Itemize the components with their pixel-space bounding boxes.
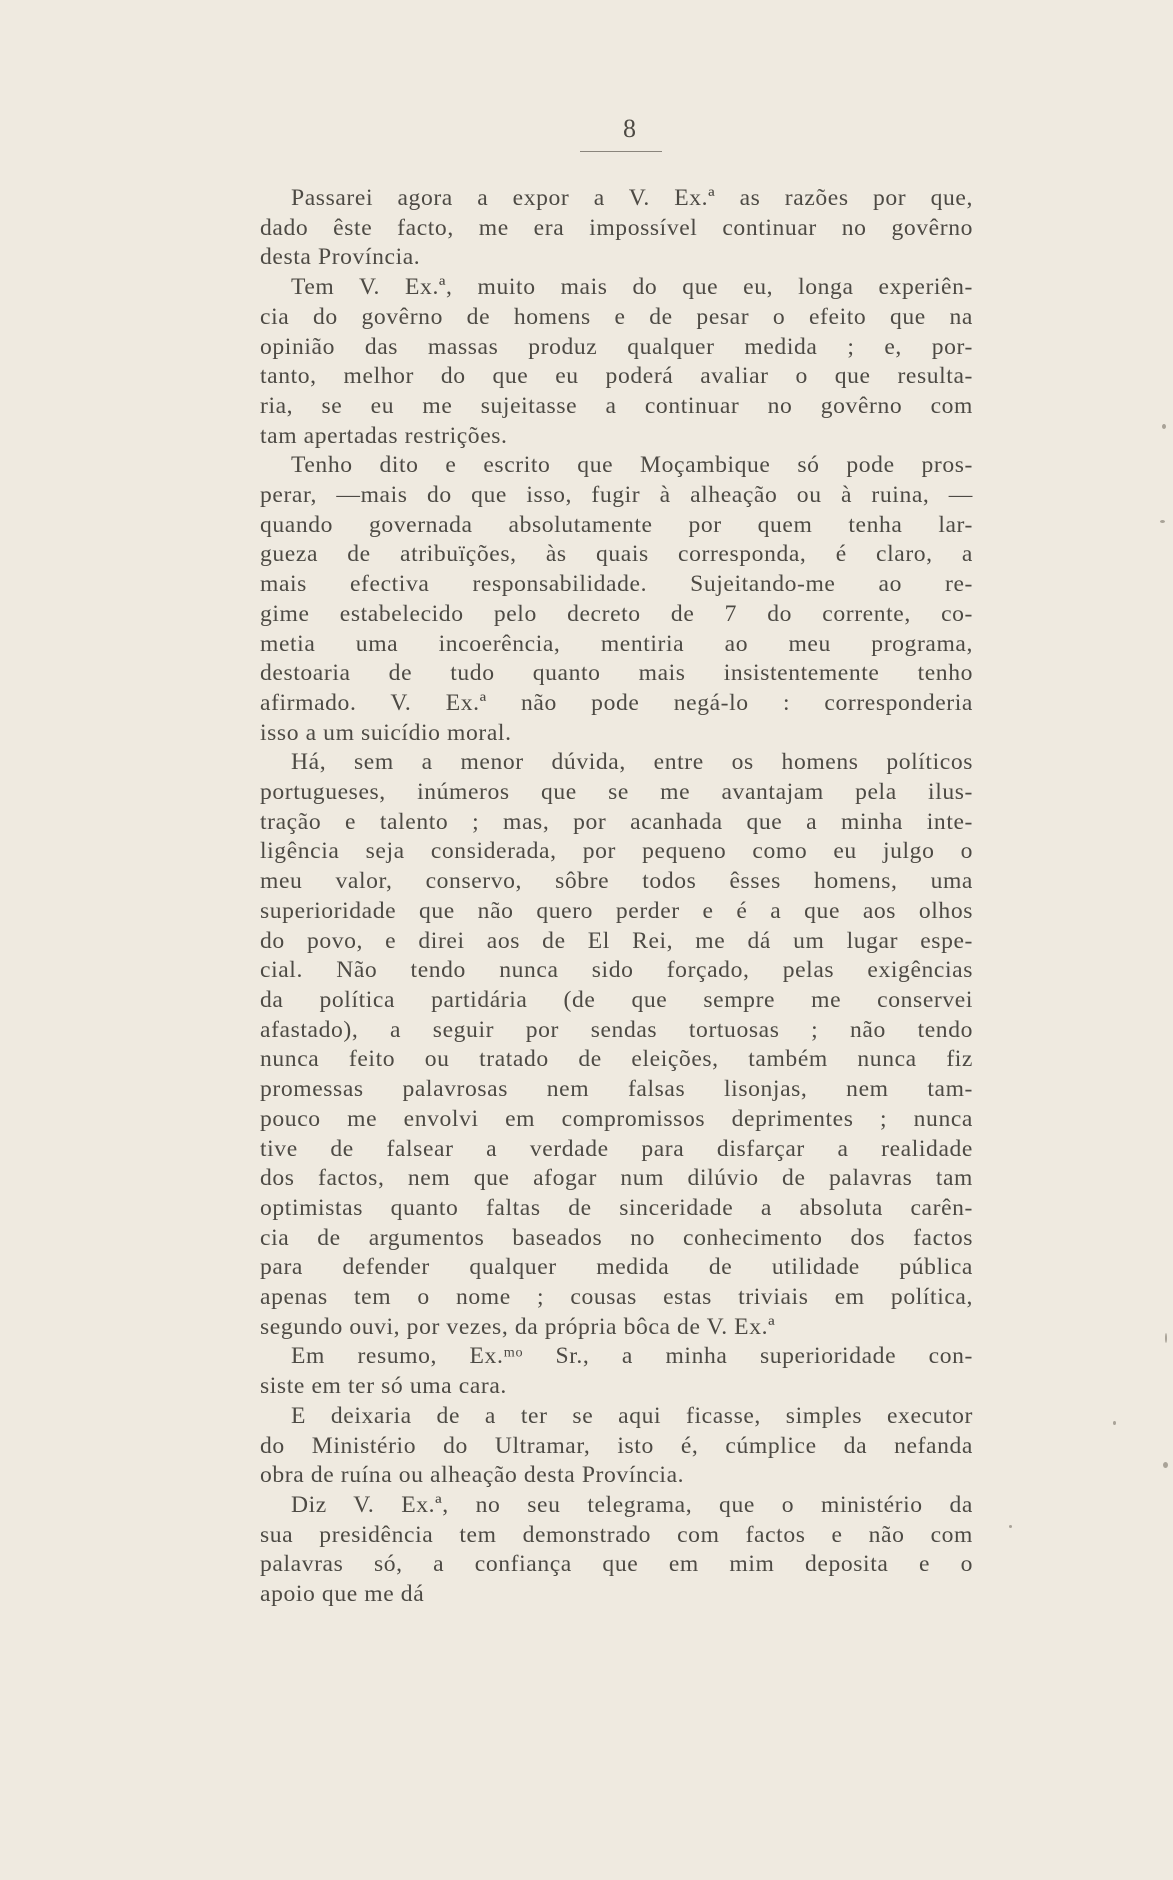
page-number: 8	[623, 114, 637, 143]
text-line: tive de falsear a verdade para disfarçar a realidade	[260, 1135, 973, 1162]
text-line: perar, —mais do que isso, fugir à alheação ou à ruina, —	[260, 482, 973, 509]
text-line: quando governada absolutamente por quem tenha lar-	[260, 511, 973, 538]
text-line: promessas palavrosas nem falsas lisonjas, nem tam-	[260, 1076, 973, 1103]
margin-speck	[1160, 520, 1165, 523]
text-line: siste em ter só uma cara.	[260, 1373, 507, 1400]
text-line: do Ministério do Ultramar, isto é, cúmplice da nefanda	[260, 1432, 973, 1459]
text-line: metia uma incoerência, mentiria ao meu programa,	[260, 630, 973, 657]
text-line: Passarei agora a expor a V. Ex.ª as razões por que,	[291, 185, 973, 211]
text-line: cia do govêrno de homens e de pesar o efeito que na	[260, 303, 973, 330]
text-line: da política partidária (de que sempre me conservei	[260, 986, 973, 1013]
text-line: dado êste facto, me era impossível continuar no govêrno	[260, 214, 973, 241]
text-line: nunca feito ou tratado de eleições, também nunca fiz	[260, 1046, 973, 1073]
text-line: desta Província.	[260, 244, 421, 271]
paragraph	[260, 1402, 973, 1491]
text-line: Em resumo, Ex.ᵐᵒ Sr., a minha superioridade con-	[291, 1343, 973, 1370]
text-line: Tem V. Ex.ª, muito mais do que eu, longa experiên-	[291, 274, 973, 301]
text-line: ria, se eu me sujeitasse a continuar no govêrno com	[260, 392, 973, 419]
text-line: Diz V. Ex.ª, no seu telegrama, que o ministério da	[291, 1491, 973, 1518]
text-line: obra de ruína ou alheação desta Província.	[260, 1462, 685, 1489]
margin-speck	[1162, 424, 1166, 429]
text-line: isso a um suicídio moral.	[260, 719, 512, 746]
margin-speck	[1009, 1525, 1012, 1528]
text-line: gueza de atribuïções, às quais corresponda, é claro, a	[260, 541, 973, 568]
text-line: palavras só, a confiança que em mim deposita e o	[260, 1551, 973, 1578]
text-line: sua presidência tem demonstrado com factos e não com	[260, 1521, 973, 1548]
text-line: tração e talento ; mas, por acanhada que a minha inte-	[260, 808, 973, 835]
paragraph	[260, 451, 973, 748]
text-line: optimistas quanto faltas de sinceridade a absoluta carên-	[260, 1194, 973, 1221]
header-rule	[580, 151, 662, 152]
margin-speck	[1113, 1421, 1116, 1425]
text-line: do povo, e direi aos de El Rei, me dá um lugar espe-	[260, 927, 973, 954]
text-line: afirmado. V. Ex.ª não pode negá-lo : corresponderia	[260, 689, 973, 716]
paragraph	[260, 1491, 973, 1610]
body-text	[260, 184, 973, 1610]
text-line: cial. Não tendo nunca sido forçado, pelas exigências	[260, 957, 973, 984]
text-line: afastado), a seguir por sendas tortuosas ; não tendo	[260, 1016, 973, 1043]
text-line: Tenho dito e escrito que Moçambique só pode pros-	[291, 452, 973, 479]
margin-speck	[1163, 1462, 1168, 1468]
text-line: superioridade que não quero perder e é a que aos olhos	[260, 897, 973, 924]
text-line: Há, sem a menor dúvida, entre os homens políticos	[291, 749, 973, 776]
text-line: meu valor, conservo, sôbre todos êsses homens, uma	[260, 868, 973, 895]
text-line: pouco me envolvi em compromissos deprimentes ; nunca	[260, 1105, 973, 1132]
text-line: cia de argumentos baseados no conhecimento dos factos	[260, 1224, 973, 1251]
text-line: opinião das massas produz qualquer medida ; e, por-	[260, 333, 973, 360]
paragraph	[260, 748, 973, 1342]
margin-speck	[1165, 1333, 1167, 1343]
text-line: dos factos, nem que afogar num dilúvio de palavras tam	[260, 1165, 973, 1192]
text-line: destoaria de tudo quanto mais insistentemente tenho	[260, 660, 973, 687]
text-line: portugueses, inúmeros que se me avantajam pela ilus-	[260, 779, 973, 806]
text-line: gime estabelecido pelo decreto de 7 do corrente, co-	[260, 600, 973, 627]
paragraph	[260, 1342, 973, 1401]
paragraph	[260, 184, 973, 273]
text-line: para defender qualquer medida de utilidade pública	[260, 1254, 973, 1281]
text-line: apenas tem o nome ; cousas estas triviais em política,	[260, 1284, 973, 1311]
text-line: ligência seja considerada, por pequeno como eu julgo o	[260, 838, 973, 865]
text-line: tanto, melhor do que eu poderá avaliar o que resulta-	[260, 363, 973, 390]
text-line: tam apertadas restrições.	[260, 422, 508, 449]
text-line: apoio que me dá	[260, 1581, 425, 1608]
text-line: segundo ouvi, por vezes, da própria bôca de V. Ex.ª	[260, 1313, 776, 1340]
text-line: E deixaria de a ter se aqui ficasse, simples executor	[291, 1402, 973, 1429]
paragraph	[260, 273, 973, 451]
text-line: mais efectiva responsabilidade. Sujeitando-me ao re-	[260, 571, 973, 598]
